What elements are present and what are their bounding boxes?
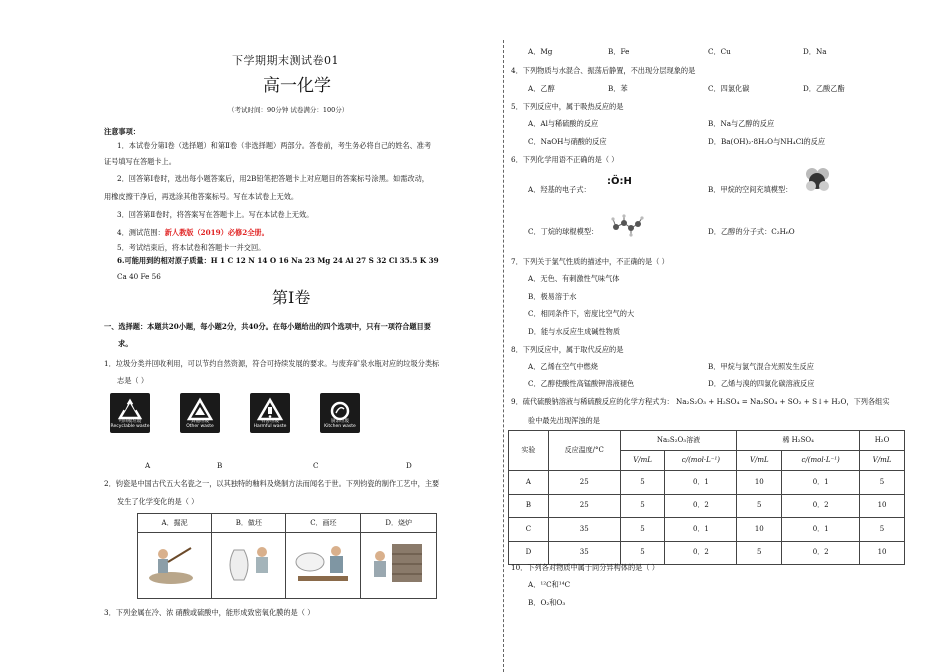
cell: 5 bbox=[620, 471, 665, 495]
q4-stem: 4．下列物质与水混合、振荡后静置，不出现分层现象的是 bbox=[511, 66, 696, 75]
icon-b-en: Other waste bbox=[186, 424, 214, 430]
cell: 5 bbox=[737, 541, 782, 565]
q6-opt-c: C．丁烷的球棍模型： bbox=[528, 227, 599, 236]
subject-title: 高一化学 bbox=[263, 76, 331, 96]
cell: 0．1 bbox=[782, 471, 860, 495]
cell: 0．1 bbox=[665, 471, 737, 495]
q8-opt-d: D．乙烯与溴的四氯化碳溶液反应 bbox=[708, 379, 815, 388]
test-scope: 新人教版（2019）必修2全册。 bbox=[164, 228, 269, 237]
q5-opt-a: A．Al与稀硫酸的反应 bbox=[528, 119, 599, 128]
q9-h-c2: c/(mol·L⁻¹) bbox=[782, 451, 860, 471]
note-2a: 2．回答第Ⅰ卷时，选出每小题答案后，用2B铅笔把答题卡上对应题目的答案标号涂黑。如需改动， bbox=[117, 174, 429, 183]
q8-opt-a: A．乙烯在空气中燃烧 bbox=[528, 362, 598, 371]
table-row bbox=[509, 494, 905, 518]
q5-stem: 5．下列反应中，属于吸热反应的是 bbox=[511, 102, 624, 111]
q2-opt-a: A．掘泥 bbox=[138, 514, 212, 533]
q7-opt-a: A．无色、有刺激性气味气体 bbox=[528, 274, 620, 283]
cell: 5 bbox=[620, 518, 665, 542]
note-1a: 1．本试卷分第Ⅰ卷（选择题）和第Ⅱ卷（非选择题）两部分。答卷前，考生务必将自己的姓名、准考 bbox=[117, 141, 432, 150]
q9-stem-a: 9．硫代硫酸钠溶液与稀硫酸反应的化学方程式为： Na₂S₂O₃ + H₂SO₄ = Na₂SO₄ + SO₂ + S↓+ H₂O，下列各组实 bbox=[511, 397, 890, 406]
q6-opt-b: B．甲烷的空间充填模型： bbox=[708, 185, 793, 194]
table-row bbox=[509, 541, 905, 565]
cell: 25 bbox=[548, 471, 620, 495]
cell: 25 bbox=[548, 494, 620, 518]
cell: 5 bbox=[860, 518, 905, 542]
notes-heading: 注意事项： bbox=[104, 127, 140, 136]
note-5: 5．考试结束后，将本试卷和答题卡一并交回。 bbox=[117, 243, 266, 252]
note-3: 3．回答第Ⅱ卷时，将答案写在答题卡上。写在本试卷上无效。 bbox=[117, 210, 314, 219]
q5-opt-d: D．Ba(OH)₂·8H₂O与NH₄Cl的反应 bbox=[708, 137, 826, 146]
column-divider bbox=[503, 40, 504, 672]
note-6b: Ca 40 Fe 56 bbox=[117, 272, 161, 281]
other-waste-icon bbox=[180, 393, 220, 433]
cell: 10 bbox=[737, 471, 782, 495]
cell: 0．2 bbox=[665, 494, 737, 518]
icon-a-cn: 可回收垃圾 bbox=[118, 419, 142, 425]
cell: 5 bbox=[737, 494, 782, 518]
q4-opt-b: B．苯 bbox=[608, 84, 628, 93]
q3-opt-d: D．Na bbox=[803, 47, 827, 56]
cell: 10 bbox=[737, 518, 782, 542]
q9-h-v1: V/mL bbox=[620, 451, 665, 471]
q4-opt-a: A．乙醇 bbox=[528, 84, 555, 93]
q5-opt-b: B．Na与乙醇的反应 bbox=[708, 119, 775, 128]
q4-opt-c: C．四氯化碳 bbox=[708, 84, 750, 93]
note-6a bbox=[117, 256, 439, 265]
harmful-waste-icon bbox=[250, 393, 290, 433]
digging-clay-illustration bbox=[141, 540, 210, 586]
cell: D bbox=[509, 541, 549, 565]
q1-stem-a: 1．垃圾分类并回收利用，可以节约自然资源，符合可持续发展的要求。与废弃矿泉水瓶对应的垃圾分类标 bbox=[104, 359, 440, 368]
butane-ball-stick-model bbox=[610, 213, 644, 239]
q3-opt-a: A．Mg bbox=[528, 47, 553, 56]
q2-opt-b: B．做坯 bbox=[212, 514, 286, 533]
cell: B bbox=[509, 494, 549, 518]
q1-label-b: B bbox=[217, 461, 223, 470]
q1-label-d: D bbox=[406, 461, 412, 470]
cell: 10 bbox=[860, 541, 905, 565]
q5-opt-c: C．NaOH与硝酸的反应 bbox=[528, 137, 607, 146]
q2-opt-d: D．烧炉 bbox=[361, 514, 437, 533]
q7-stem: 7．下列关于氯气性质的描述中，不正确的是（ ） bbox=[511, 257, 669, 266]
cell: C bbox=[509, 518, 549, 542]
q6-opt-a: A．羟基的电子式： bbox=[528, 185, 591, 194]
q3-opt-b: B．Fe bbox=[608, 47, 630, 56]
icon-d-en: Kitchen waste bbox=[324, 424, 356, 430]
q6-opt-d: D．乙醇的分子式：C₂H₆O bbox=[708, 227, 795, 236]
note-4 bbox=[117, 228, 269, 237]
q8-opt-b: B．甲烷与氯气混合光照发生反应 bbox=[708, 362, 814, 371]
cell: 35 bbox=[548, 518, 620, 542]
q8-stem: 8．下列反应中，属于取代反应的是 bbox=[511, 345, 624, 354]
exam-info: （考试时间：90分钟 试卷满分：100分） bbox=[228, 106, 349, 114]
q4-opt-d: D．乙酸乙酯 bbox=[803, 84, 845, 93]
q3-stem: 3．下列金属在冷、浓 硝酸或硫酸中，能形成致密氧化膜的是（ ） bbox=[104, 608, 315, 617]
making-blank-illustration bbox=[214, 540, 283, 586]
table-row bbox=[509, 518, 905, 542]
q7-opt-d: D．能与水反应生成碱性物质 bbox=[528, 327, 621, 336]
cell: 0．2 bbox=[782, 541, 860, 565]
section-instr-b: 求。 bbox=[118, 339, 133, 348]
painting-blank-illustration bbox=[288, 540, 357, 586]
q10-opt-b: B．O₂和O₃ bbox=[528, 598, 566, 607]
q9-h-h2so4: 稀 H₂SO₄ bbox=[737, 431, 860, 451]
cell: 0．2 bbox=[665, 541, 737, 565]
q7-opt-c: C．相同条件下，密度比空气的大 bbox=[528, 309, 635, 318]
q9-h-exp: 实验 bbox=[509, 431, 549, 471]
q2-stem-b: 发生了化学变化的是（ ） bbox=[117, 497, 199, 506]
kiln-firing-illustration bbox=[362, 540, 431, 586]
cell: A bbox=[509, 471, 549, 495]
q10-opt-a: A．¹²C和¹⁴C bbox=[528, 580, 571, 589]
note-4-prefix: 4．测试范围： bbox=[117, 228, 165, 237]
q1-label-c: C bbox=[313, 461, 319, 470]
recyclable-waste-icon bbox=[110, 393, 150, 433]
q9-h-temp: 反应温度/°C bbox=[548, 431, 620, 471]
q9-h-na2s2o3: Na₂S₂O₃溶液 bbox=[620, 431, 737, 451]
exam-title: 下学期期末测试卷01 bbox=[232, 54, 339, 67]
q10-stem: 10．下列各对物质中属于同分异构体的是（ ） bbox=[511, 563, 659, 572]
atomic-masses: 6.可能用到的相对原子质量：H 1 C 12 N 14 O 16 Na 23 Mg 24 Al 27 S 32 Cl 35.5 K 39 bbox=[117, 256, 439, 265]
q2-stem-a: 2．钧瓷是中国古代五大名瓷之一，以其独特的釉料及烧制方法而闻名于世。下列钧瓷的制作工艺中，主要 bbox=[104, 479, 440, 488]
q3-opt-c: C．Cu bbox=[708, 47, 731, 56]
cell: 35 bbox=[548, 541, 620, 565]
q9-table bbox=[508, 430, 905, 565]
q9-h-v3: V/mL bbox=[860, 451, 905, 471]
cell: 0．1 bbox=[665, 518, 737, 542]
icon-a-en: Recyclable waste bbox=[110, 424, 150, 430]
hydroxyl-electron-formula: :Ö:H bbox=[607, 176, 632, 187]
q6-stem: 6．下列化学用语不正确的是（ ） bbox=[511, 155, 619, 164]
q8-opt-c: C．乙醇使酸性高锰酸钾溶液褪色 bbox=[528, 379, 635, 388]
q1-label-a: A bbox=[145, 461, 151, 470]
q9-h-v2: V/mL bbox=[737, 451, 782, 471]
icon-c-en: Harmful waste bbox=[253, 424, 287, 430]
q9-stem-b: 验中最先出现浑浊的是 bbox=[528, 416, 600, 425]
note-1b: 证号填写在答题卡上。 bbox=[104, 157, 176, 166]
cell: 5 bbox=[860, 471, 905, 495]
icon-c-cn: 有害垃圾 bbox=[261, 419, 279, 425]
cell: 0．1 bbox=[782, 518, 860, 542]
cell: 10 bbox=[860, 494, 905, 518]
section-instr-a: 一、选择题：本题共20小题，每小题2分，共40分。在每小题给出的四个选项中，只有一项符合题目要 bbox=[104, 322, 431, 331]
cell: 5 bbox=[620, 541, 665, 565]
icon-b-cn: 其他垃圾 bbox=[191, 419, 209, 425]
section-title: 第Ⅰ卷 bbox=[272, 288, 311, 307]
q9-h-h2o: H₂O bbox=[860, 431, 905, 451]
q2-opt-c: C．画坯 bbox=[286, 514, 361, 533]
table-row bbox=[509, 471, 905, 495]
q9-h-c1: c/(mol·L⁻¹) bbox=[665, 451, 737, 471]
cell: 0．2 bbox=[782, 494, 860, 518]
cell: 5 bbox=[620, 494, 665, 518]
kitchen-waste-icon bbox=[320, 393, 360, 433]
q7-opt-b: B．极易溶于水 bbox=[528, 292, 577, 301]
q1-stem-b: 志是（ ） bbox=[117, 376, 149, 385]
icon-d-cn: 厨余垃圾 bbox=[331, 419, 349, 425]
methane-space-filling-model bbox=[803, 166, 831, 192]
note-2b: 用橡皮擦干净后，再选涂其他答案标号。写在本试卷上无效。 bbox=[104, 192, 299, 201]
